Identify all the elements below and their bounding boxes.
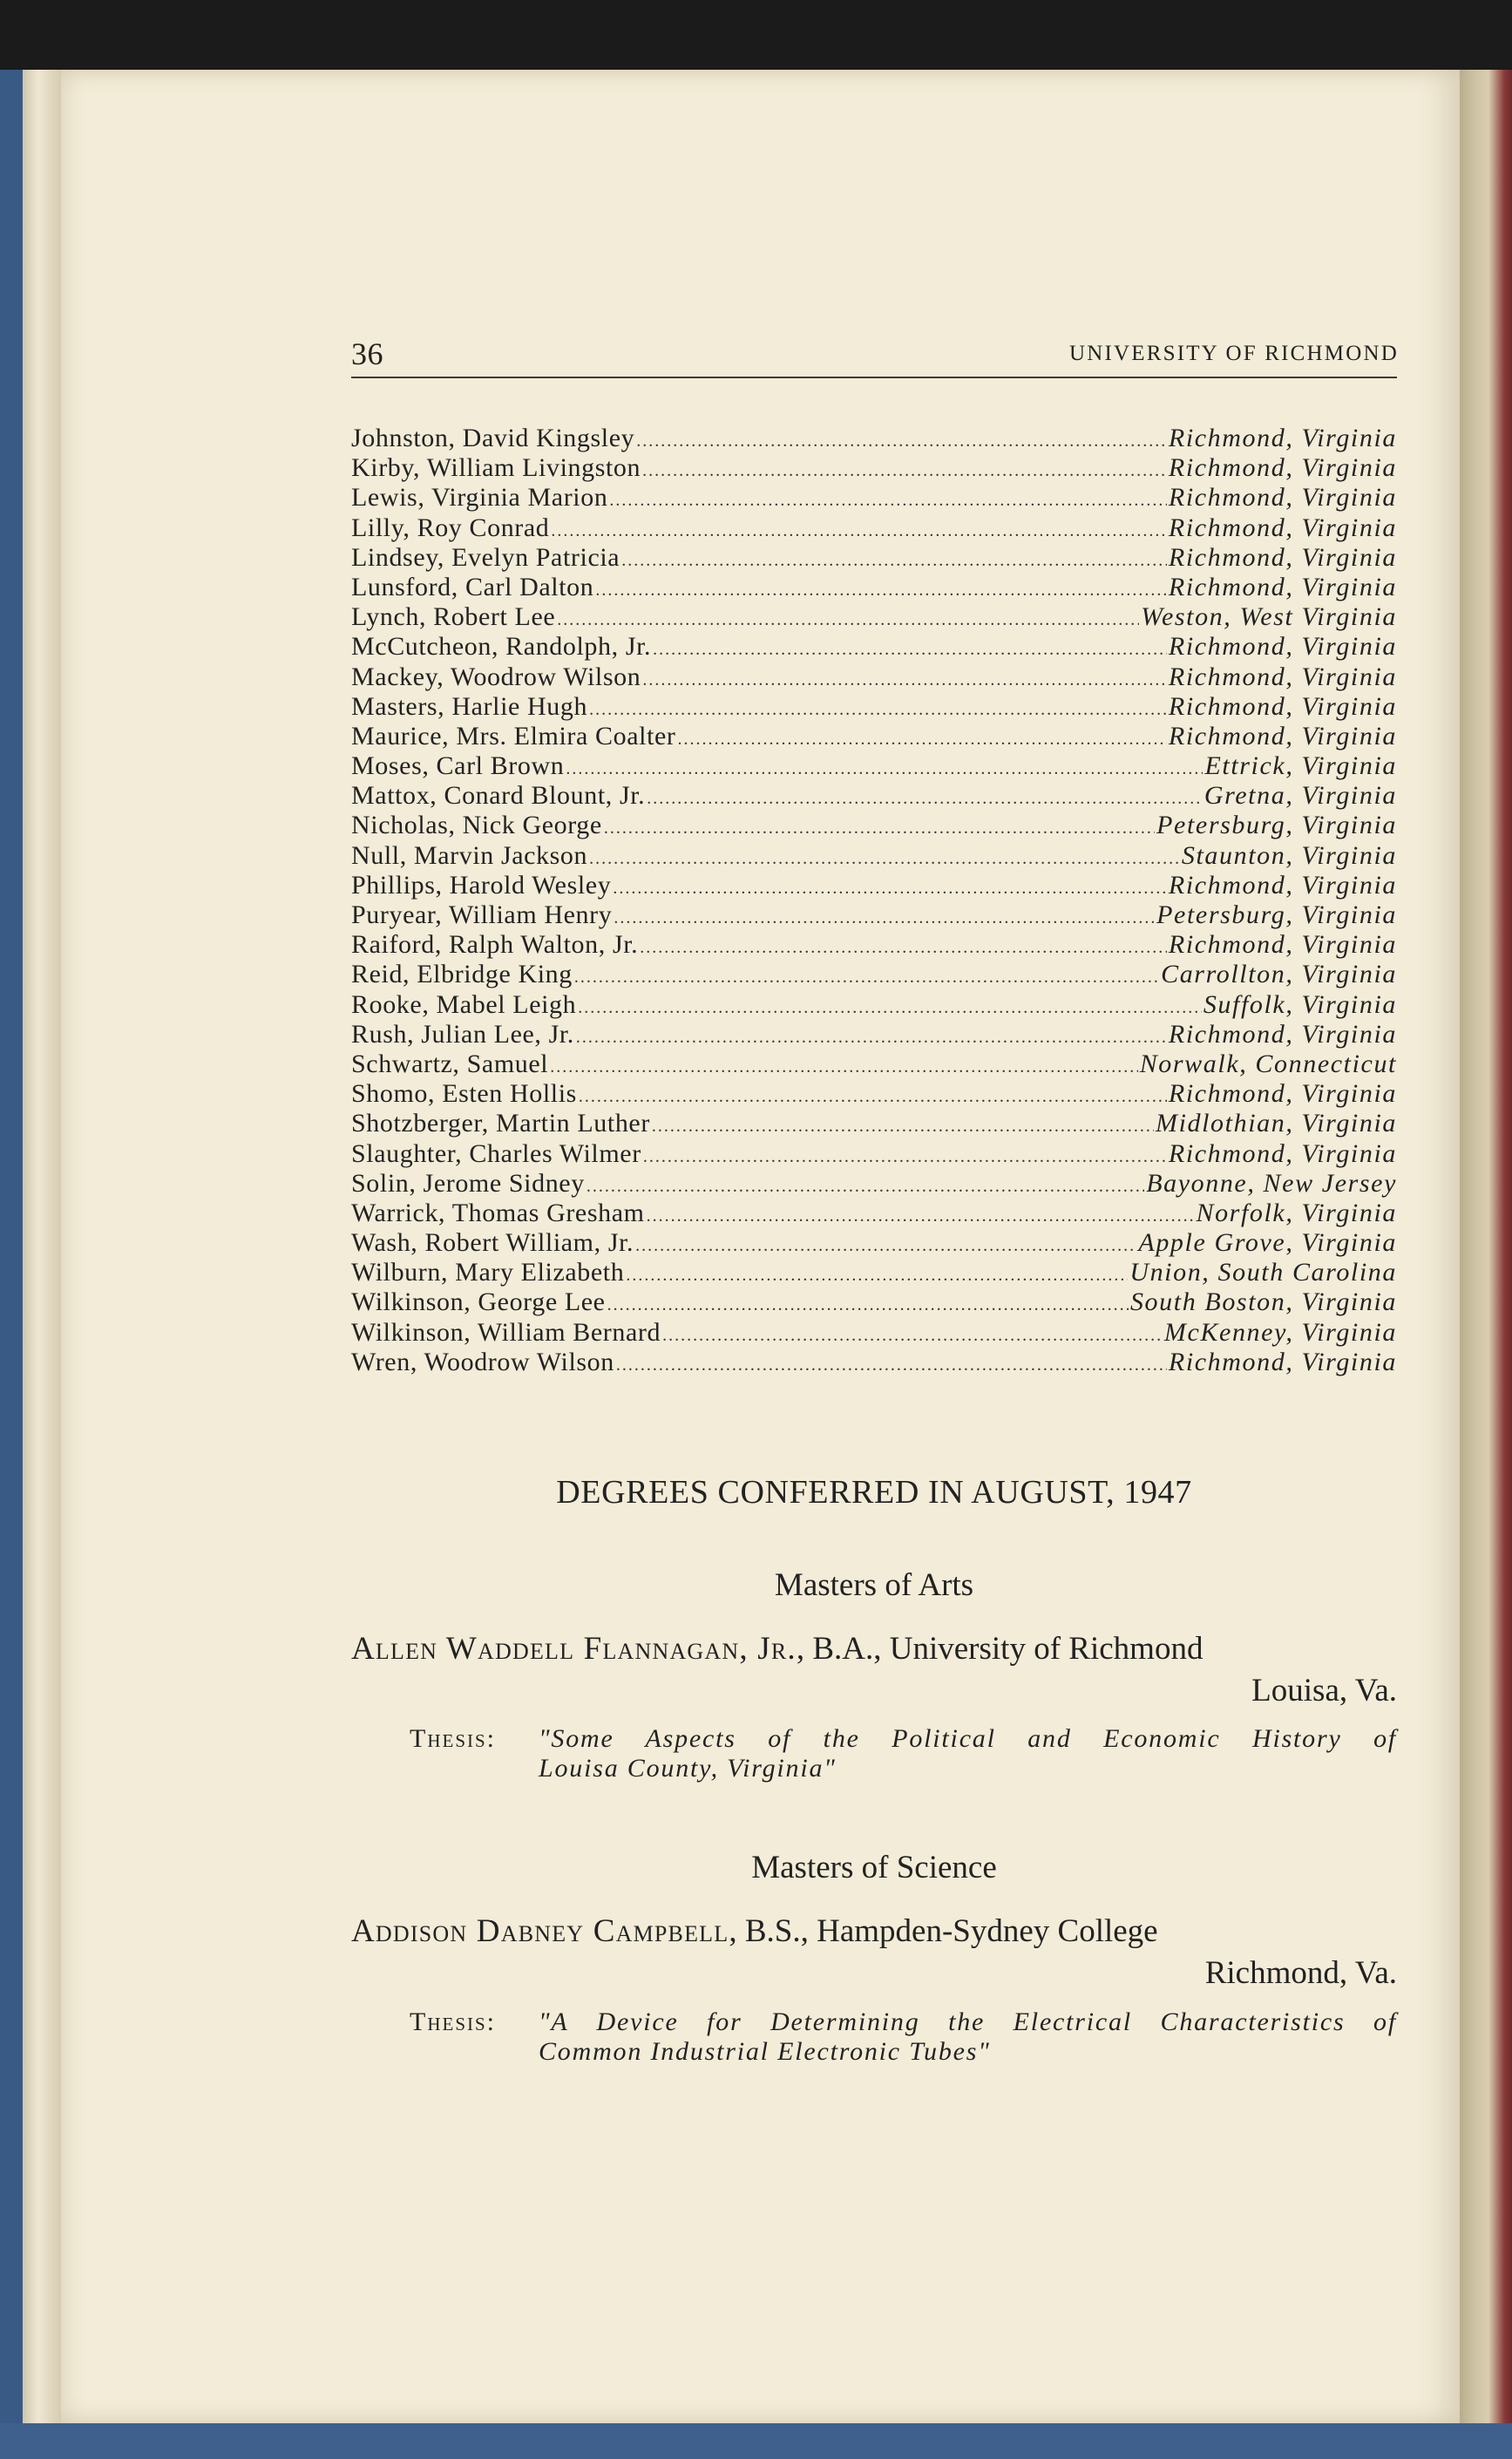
roster-row [351,1348,1397,1377]
graduate-hometown: Weston, West Virginia [1141,602,1397,632]
dot-leader [551,516,1166,543]
science-thesis-line-2: Common Industrial Electronic Tubes" [539,2037,991,2066]
graduate-name: Puryear, William Henry [351,900,613,929]
dot-leader [636,426,1167,453]
science-thesis-line-1: "A Device for Determining the Electrical Characteristics of [539,2007,1397,2036]
science-graduate-credential: , B.S., Hampden-Sydney College [729,1913,1158,1949]
dot-leader [576,1022,1167,1049]
graduate-hometown: McKenney, Virginia [1163,1317,1397,1347]
graduate-hometown: Richmond, Virginia [1168,542,1397,572]
graduate-hometown: Petersburg, Virginia [1156,900,1397,929]
dot-leader [640,933,1167,960]
graduate-name: Moses, Carl Brown [351,751,565,781]
graduate-name: McCutcheon, Randolph, Jr. [351,632,652,662]
graduate-name: Wren, Woodrow Wilson [351,1347,614,1376]
roster-row [351,602,1397,632]
graduate-name: Rush, Julian Lee, Jr. [351,1019,574,1049]
graduate-hometown: Union, South Carolina [1129,1258,1397,1287]
dot-leader [642,456,1167,483]
dot-leader [662,1321,1163,1348]
roster-row [351,871,1397,900]
graduate-name: Warrick, Thomas Gresham [351,1198,645,1227]
graduate-hometown: Midlothian, Virginia [1156,1109,1397,1138]
graduate-name: Kirby, William Livingston [351,453,641,483]
graduate-name: Shomo, Esten Hollis [351,1079,577,1109]
graduate-name: Solin, Jerome Sidney [351,1168,585,1198]
roster-row [351,632,1397,662]
graduate-name: Johnston, David Kingsley [351,424,635,452]
science-thesis-label: Thesis: [410,2007,497,2036]
dot-leader [643,1142,1167,1169]
graduate-name: Raiford, Ralph Walton, Jr. [351,930,639,960]
graduate-name: Wash, Robert William, Jr. [351,1228,634,1258]
graduate-name: Reid, Elbridge King [351,960,573,989]
graduate-name: Mackey, Woodrow Wilson [351,662,641,691]
scan-bottom-border [0,2423,1512,2459]
dot-leader [609,486,1166,513]
graduate-name: Null, Marvin Jackson [351,840,588,870]
graduate-hometown: Richmond, Virginia [1168,721,1397,751]
book-spine-edge [1460,70,1512,2441]
roster-row [351,424,1397,453]
graduate-hometown: Richmond, Virginia [1168,1138,1397,1168]
roster-row [351,781,1397,811]
dot-leader [621,546,1167,573]
graduate-roster [351,424,1397,1377]
graduate-hometown: Richmond, Virginia [1168,1347,1397,1376]
graduate-hometown: Petersburg, Virginia [1156,811,1397,840]
graduate-hometown: Richmond, Virginia [1168,572,1397,601]
graduate-hometown: Richmond, Virginia [1168,483,1397,513]
graduate-name: Slaughter, Charles Wilmer [351,1138,641,1168]
graduate-name: Schwartz, Samuel [351,1049,549,1078]
roster-row [351,722,1397,751]
graduate-name: Lewis, Virginia Marion [351,483,608,513]
graduate-hometown: Apple Grove, Virginia [1138,1228,1397,1258]
roster-row [351,1079,1397,1109]
arts-thesis-line-2: Louisa County, Virginia" [539,1754,837,1783]
graduate-hometown: Ettrick, Virginia [1204,751,1397,781]
science-thesis-title [539,2007,1397,2067]
arts-graduate-name: Allen Waddell Flannagan, Jr. [351,1631,797,1667]
dot-leader [586,1172,1144,1199]
graduate-name: Shotzberger, Martin Luther [351,1109,650,1138]
roster-row [351,930,1397,960]
arts-graduate-entry [351,1630,1397,1668]
graduate-name: Wilburn, Mary Elizabeth [351,1258,625,1287]
roster-row [351,573,1397,602]
graduate-name: Lunsford, Carl Dalton [351,572,594,601]
dot-leader [652,1111,1154,1138]
graduate-name: Maurice, Mrs. Elmira Coalter [351,721,676,751]
roster-row [351,543,1397,573]
science-graduate-entry [351,1912,1397,1950]
roster-row [351,1049,1397,1079]
roster-row [351,811,1397,840]
roster-row [351,841,1397,871]
arts-graduate-place: Louisa, Va. [1251,1673,1397,1708]
roster-row [351,1199,1397,1228]
page-edge-stack [23,70,61,2423]
graduate-name: Rooke, Mabel Leigh [351,989,577,1019]
dot-leader [550,1052,1137,1079]
dot-leader [557,605,1139,632]
dot-leader [578,993,1202,1020]
masters-of-science-heading: Masters of Science [751,1850,997,1885]
graduate-hometown: Bayonne, New Jersey [1146,1168,1397,1198]
arts-graduate-credential: , B.A., University of Richmond [796,1631,1203,1667]
degrees-section-title: DEGREES CONFERRED IN AUGUST, 1947 [556,1474,1192,1511]
roster-row [351,990,1397,1020]
roster-row [351,662,1397,692]
dot-leader [647,1201,1195,1228]
graduate-name: Wilkinson, George Lee [351,1287,606,1317]
running-head: UNIVERSITY OF RICHMOND [1068,342,1399,365]
scan-top-border [0,0,1512,70]
graduate-hometown: Suffolk, Virginia [1203,989,1397,1019]
graduate-hometown: Richmond, Virginia [1168,1019,1397,1049]
graduate-name: Lindsey, Evelyn Patricia [351,542,620,572]
dot-leader [647,784,1203,811]
roster-row [351,1139,1397,1169]
roster-row [351,1287,1397,1317]
roster-row [351,1020,1397,1049]
dot-leader [607,1290,1129,1317]
roster-row [351,513,1397,543]
book-cover-edge [0,70,23,2423]
dot-leader [595,575,1167,602]
graduate-hometown: Norwalk, Connecticut [1139,1049,1397,1078]
graduate-name: Mattox, Conard Blount, Jr. [351,781,646,811]
science-graduate-name: Addison Dabney Campbell [351,1913,729,1949]
roster-row [351,960,1397,989]
dot-leader [574,962,1159,989]
dot-leader [614,903,1155,930]
graduate-name: Lynch, Robert Lee [351,602,556,632]
graduate-hometown: Richmond, Virginia [1168,513,1397,542]
dot-leader [579,1082,1167,1109]
dot-leader [642,665,1167,692]
dot-leader [653,635,1167,662]
roster-row [351,1318,1397,1348]
graduate-name: Wilkinson, William Bernard [351,1317,661,1347]
dot-leader [604,813,1155,840]
graduate-name: Masters, Harlie Hugh [351,691,588,721]
arts-thesis-title [539,1724,1397,1783]
graduate-hometown: Richmond, Virginia [1168,870,1397,900]
dot-leader [566,754,1203,781]
dot-leader [589,695,1167,722]
roster-row [351,1169,1397,1199]
science-graduate-place: Richmond, Va. [1204,1955,1397,1991]
roster-row [351,751,1397,781]
graduate-hometown: Richmond, Virginia [1168,691,1397,721]
graduate-hometown: Richmond, Virginia [1168,424,1397,452]
graduate-hometown: Staunton, Virginia [1181,840,1397,870]
graduate-hometown: Richmond, Virginia [1168,662,1397,691]
graduate-hometown: Gretna, Virginia [1203,781,1397,811]
roster-row [351,1258,1397,1287]
dot-leader [613,873,1167,900]
roster-row [351,483,1397,513]
graduate-hometown: Carrollton, Virginia [1161,960,1397,989]
graduate-hometown: Richmond, Virginia [1168,930,1397,960]
graduate-hometown: Richmond, Virginia [1168,632,1397,662]
page-number: 36 [351,336,383,371]
dot-leader [589,844,1180,871]
graduate-name: Nicholas, Nick George [351,811,602,840]
graduate-name: Lilly, Roy Conrad [351,513,550,542]
dot-leader [635,1231,1136,1258]
graduate-hometown: Richmond, Virginia [1168,1079,1397,1109]
graduate-name: Phillips, Harold Wesley [351,870,612,900]
header-rule [351,377,1397,378]
masters-of-arts-heading: Masters of Arts [774,1567,974,1603]
arts-thesis-label: Thesis: [410,1724,497,1753]
dot-leader [616,1350,1167,1377]
graduate-hometown: Richmond, Virginia [1168,453,1397,483]
roster-row [351,692,1397,722]
arts-thesis-line-1: "Some Aspects of the Political and Economic History of [539,1724,1397,1753]
graduate-hometown: Norfolk, Virginia [1196,1198,1397,1227]
dot-leader [626,1260,1128,1287]
roster-row [351,453,1397,483]
dot-leader [678,724,1167,751]
graduate-hometown: South Boston, Virginia [1129,1287,1397,1317]
roster-row [351,900,1397,930]
roster-row [351,1109,1397,1138]
roster-row [351,1228,1397,1258]
